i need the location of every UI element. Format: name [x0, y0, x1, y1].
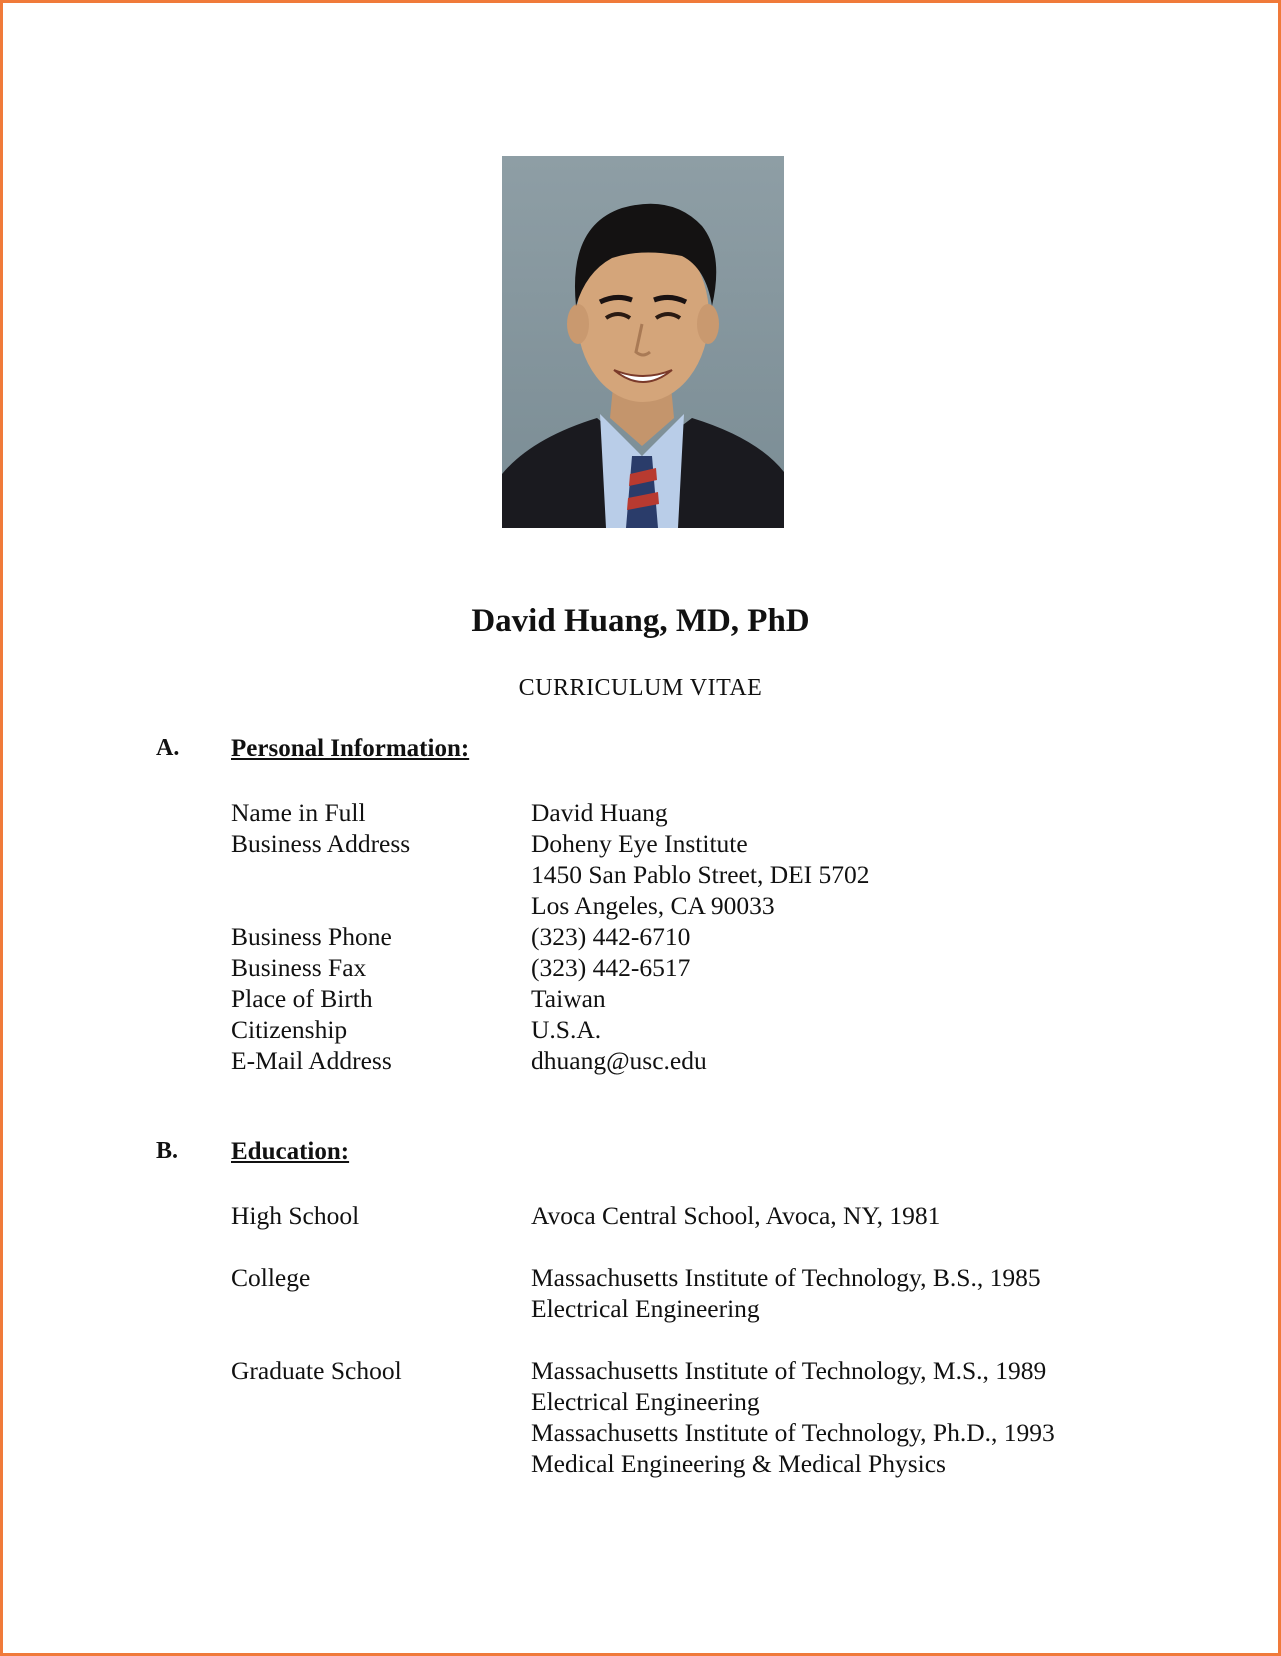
row-value: Massachusetts Institute of Technology, Ph.D., 1993	[531, 1418, 1055, 1447]
section-a-letter: A.	[156, 735, 180, 761]
document-title: CURRICULUM VITAE	[518, 675, 763, 701]
row-label: Name in Full	[231, 798, 366, 827]
row-value: David Huang	[531, 798, 668, 827]
row-label: Citizenship	[231, 1015, 348, 1044]
row-label: Business Phone	[231, 922, 392, 951]
row-label: E-Mail Address	[231, 1046, 392, 1075]
row-value: (323) 442-6517	[531, 953, 691, 982]
row-value: (323) 442-6710	[531, 922, 691, 951]
row-value: Los Angeles, CA 90033	[531, 891, 775, 920]
row-label: Business Fax	[231, 953, 367, 982]
row-value: 1450 San Pablo Street, DEI 5702	[531, 860, 870, 889]
section-a-heading: Personal Information:	[231, 735, 470, 762]
row-value: Massachusetts Institute of Technology, M.S., 1989	[531, 1356, 1047, 1385]
row-value: Taiwan	[531, 984, 606, 1013]
person-name: David Huang, MD, PhD	[471, 603, 810, 639]
row-value: Electrical Engineering	[531, 1387, 760, 1416]
row-value: U.S.A.	[531, 1015, 602, 1044]
row-label: College	[231, 1263, 311, 1292]
row-value: Doheny Eye Institute	[531, 829, 748, 858]
row-value: Electrical Engineering	[531, 1294, 760, 1323]
row-label: Graduate School	[231, 1356, 402, 1385]
row-value: Massachusetts Institute of Technology, B.S., 1985	[531, 1263, 1041, 1292]
row-label: High School	[231, 1201, 360, 1230]
row-label: Business Address	[231, 829, 411, 858]
portrait-photo	[502, 156, 784, 528]
row-label: Place of Birth	[231, 984, 373, 1013]
section-b-heading: Education:	[231, 1138, 350, 1165]
section-b-letter: B.	[156, 1138, 179, 1164]
row-value: Avoca Central School, Avoca, NY, 1981	[531, 1201, 941, 1230]
row-value: Medical Engineering & Medical Physics	[531, 1449, 946, 1478]
row-value: dhuang@usc.edu	[531, 1046, 707, 1075]
portrait-image	[502, 156, 784, 528]
